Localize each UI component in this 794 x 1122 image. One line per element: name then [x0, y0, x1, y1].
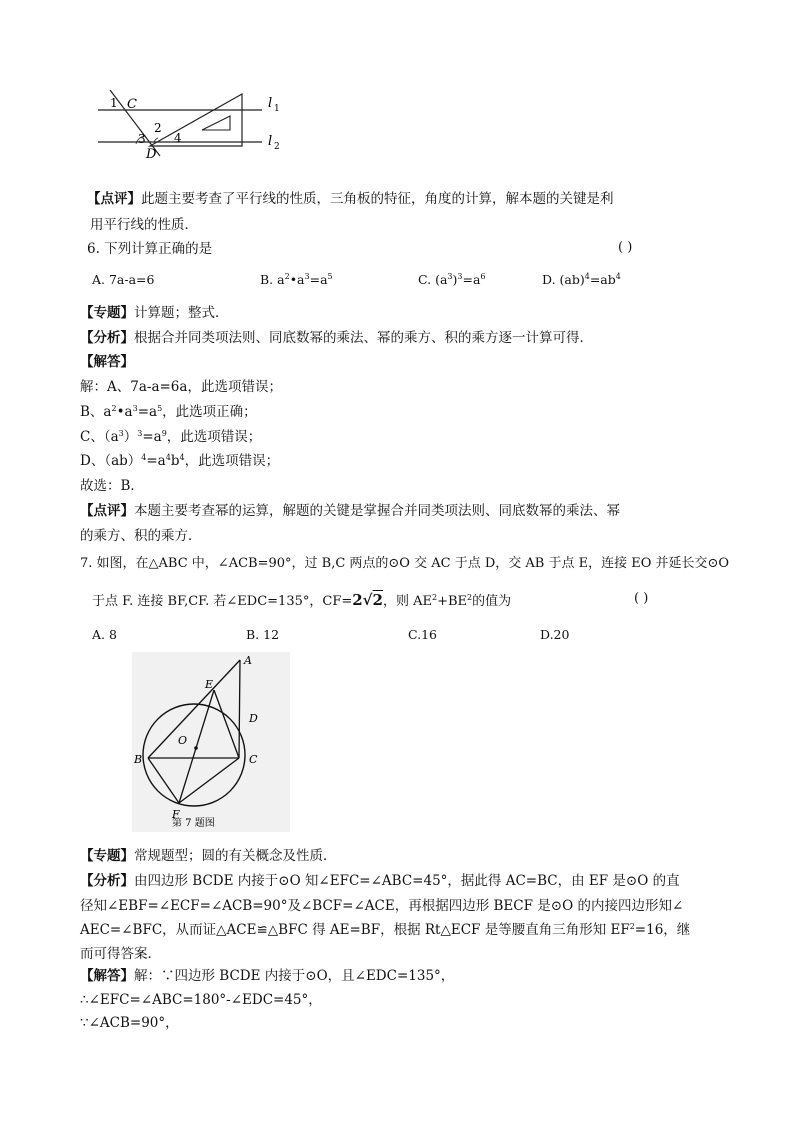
q6-comment-line1: 【点评】本题主要考查幂的运算，解题的关键是掌握合并同类项法则、同底数幂的乘法、幂	[80, 503, 620, 519]
line-l1-subscript: 1	[274, 104, 280, 114]
q7-analysis-line2: 径知∠EBF=∠ECF=∠ACB=90°及∠BCF=∠ACE，再根据四边形 BECF 是⊙O 的内接四边形知∠	[80, 898, 684, 914]
point-d-label: D	[249, 712, 258, 725]
q7-analysis-line1: 【分析】由四边形 BCDE 内接于⊙O 知∠EFC=∠ABC=45°，据此得 AC=BC，由 EF 是⊙O 的直	[80, 873, 680, 889]
line-l2-subscript: 2	[274, 142, 280, 152]
q6-topic: 【专题】计算题；整式．	[80, 305, 229, 321]
point-a-label: A	[244, 654, 252, 667]
point-e-label: E	[205, 678, 214, 691]
q7-option-b: B. 12	[246, 627, 280, 642]
angle-3-label: 3	[138, 132, 146, 146]
q6-option-a: A. 7a-a=6	[92, 272, 155, 287]
q7-analysis-line4: 而可得答案．	[80, 946, 161, 962]
q7-solution-3: ∵∠ACB=90°，	[80, 1015, 179, 1031]
q5-comment-line1	[87, 190, 614, 208]
comment-text: 此题主要考查了平行线的性质，三角板的特征，角度的计算，解本题的关键是利	[141, 191, 614, 207]
angle-4-label: 4	[174, 131, 182, 145]
q7-stem-line1: 7. 如图，在△ABC 中，∠ACB=90°，过 B,C 两点的⊙O 交 AC 于点 D，交 AB 于点 E，连接 EO 并延长交⊙O	[80, 556, 730, 571]
q7-solution-2: ∴∠EFC=∠ABC=180°-∠EDC=45°，	[80, 992, 322, 1008]
q7-solution-1: 【解答】解：∵四边形 BCDE 内接于⊙O，且∠EDC=135°，	[80, 968, 455, 984]
point-o-label: O	[178, 734, 188, 747]
q6-answer-bracket: ( )	[618, 240, 633, 255]
point-d-label: D	[146, 147, 157, 162]
angle-1-label: 1	[110, 96, 118, 110]
line-l2-label: l	[268, 134, 273, 149]
q6-comment-line2: 的乘方、积的乘方．	[80, 528, 202, 544]
q7-option-d: D.20	[540, 627, 570, 642]
q7-option-a: A. 8	[92, 627, 117, 642]
point-c-label: C	[249, 753, 258, 766]
angle-2-label: 2	[154, 121, 162, 135]
q6-solution-1: 解：A、7a-a=6a，此选项错误；	[80, 379, 282, 395]
point-c-label: C	[127, 97, 137, 112]
q6-solution-3: C、$(a^3)^3=a^9$，此选项错误；	[80, 429, 262, 445]
circle-figure	[132, 652, 290, 832]
q6-answer-tag: 【解答】	[80, 354, 134, 370]
q6-stem: 6. 下列计算正确的是	[87, 241, 213, 257]
q7-topic: 【专题】常规题型；圆的有关概念及性质．	[80, 848, 337, 864]
q6-option-d: D. $(ab)^4=ab^4$	[542, 272, 621, 287]
q7-answer-bracket: ( )	[634, 591, 649, 606]
comment-tag: 【点评】	[87, 191, 141, 207]
q6-analysis: 【分析】根据合并同类项法则、同底数幂的乘法、幂的乘方、积的乘方逐一计算可得．	[80, 330, 593, 346]
point-f-label: F	[172, 808, 180, 821]
parallel-lines-figure	[92, 82, 292, 162]
cf-coefficient: 2	[352, 591, 363, 609]
q6-solution-4: D、$(ab)^4=a^4b^4$，此选项错误；	[80, 453, 280, 469]
q5-comment-line2: 用平行线的性质．	[90, 217, 198, 233]
q6-solution-5: 故选：B．	[80, 478, 144, 494]
q7-option-c: C.16	[408, 627, 437, 642]
q6-option-c: C. $(a^3)^3=a^6$	[418, 272, 486, 287]
q6-option-b: B. $a^2•a^3=a^5$	[260, 272, 333, 287]
q7-analysis-line3: AEC=∠BFC，从而证△ACE≌△BFC 得 AE=BF，根据 Rt△ECF 是等腰直角三角形知 $EF^2=16$，继	[80, 922, 691, 938]
figure-caption: 第 7 题图	[172, 818, 215, 829]
point-b-label: B	[134, 753, 143, 766]
cf-radicand: 2	[372, 591, 383, 609]
q6-solution-2: B、$a^2•a^3=a^5$，此选项正确；	[80, 404, 257, 420]
line-l1-label: l	[268, 96, 273, 111]
q7-stem-line2: 于点 F. 连接 BF,CF. 若∠EDC=135°，CF=2√2，则 $AE^2+BE^2$的值为	[92, 591, 512, 609]
